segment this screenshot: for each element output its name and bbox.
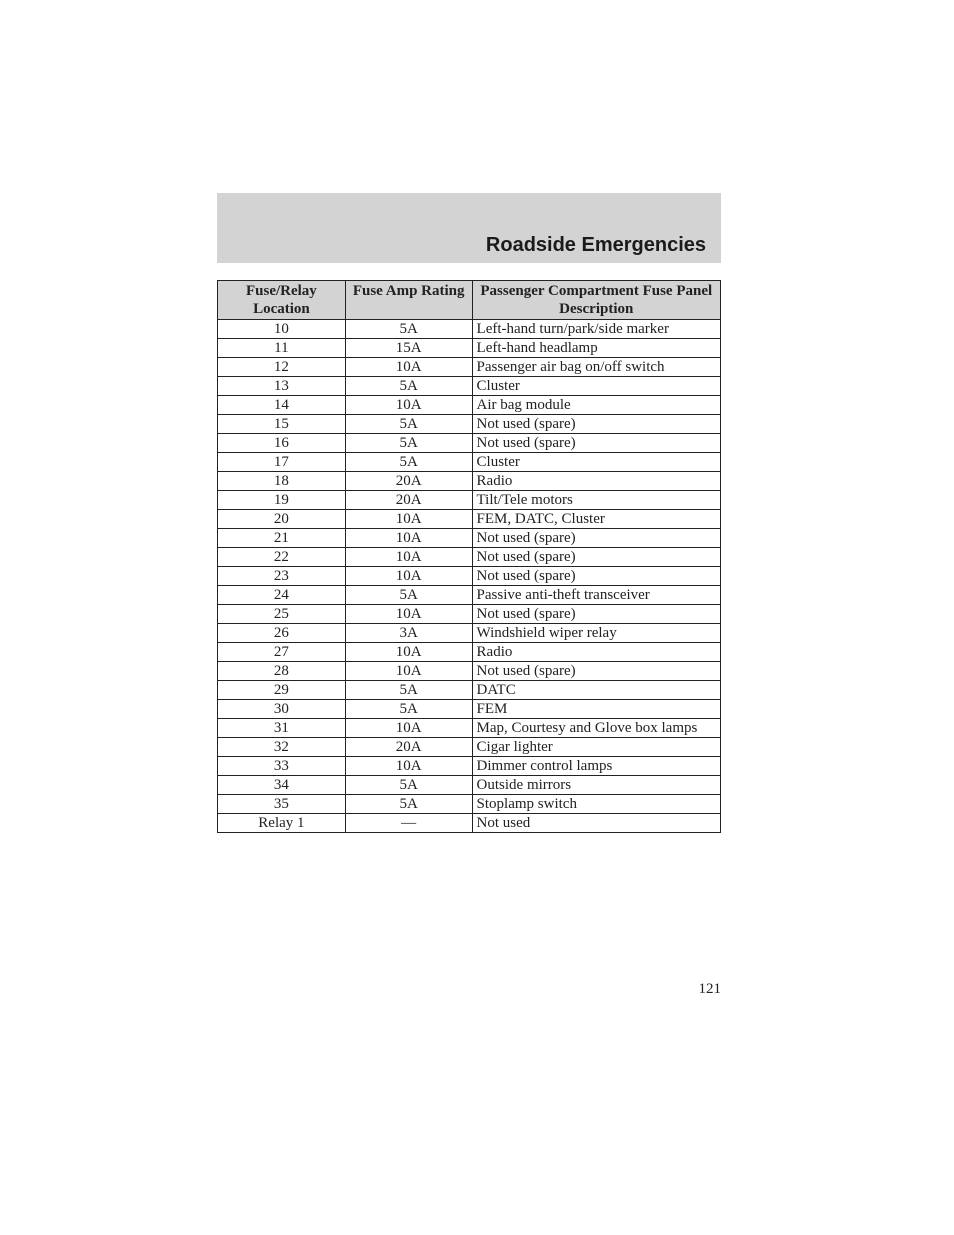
fuse-location-cell: 15 xyxy=(218,415,346,434)
fuse-description-cell: Map, Courtesy and Glove box lamps xyxy=(472,719,720,738)
fuse-description-cell: FEM, DATC, Cluster xyxy=(472,510,720,529)
fuse-location-cell: Relay 1 xyxy=(218,814,346,833)
fuse-description-cell: Windshield wiper relay xyxy=(472,624,720,643)
fuse-location-cell: 33 xyxy=(218,757,346,776)
fuse-location-cell: 34 xyxy=(218,776,346,795)
fuse-table xyxy=(217,280,721,833)
column-header-amp-rating: Fuse Amp Rating xyxy=(345,281,472,320)
fuse-location-cell: 28 xyxy=(218,662,346,681)
fuse-description-cell: Not used (spare) xyxy=(472,529,720,548)
fuse-description-cell: Left-hand turn/park/side marker xyxy=(472,320,720,339)
fuse-description-cell: Passenger air bag on/off switch xyxy=(472,358,720,377)
fuse-amp-cell: 10A xyxy=(345,662,472,681)
table-row xyxy=(218,320,721,339)
table-row xyxy=(218,662,721,681)
fuse-description-cell: Air bag module xyxy=(472,396,720,415)
fuse-amp-cell: 5A xyxy=(345,586,472,605)
fuse-location-cell: 26 xyxy=(218,624,346,643)
fuse-amp-cell: 5A xyxy=(345,377,472,396)
fuse-description-cell: Passive anti-theft transceiver xyxy=(472,586,720,605)
fuse-location-cell: 24 xyxy=(218,586,346,605)
fuse-location-cell: 27 xyxy=(218,643,346,662)
fuse-location-cell: 14 xyxy=(218,396,346,415)
fuse-location-cell: 16 xyxy=(218,434,346,453)
fuse-amp-cell: 10A xyxy=(345,529,472,548)
fuse-amp-cell: 5A xyxy=(345,795,472,814)
fuse-amp-cell: 20A xyxy=(345,491,472,510)
fuse-location-cell: 35 xyxy=(218,795,346,814)
fuse-location-cell: 31 xyxy=(218,719,346,738)
fuse-description-cell: Stoplamp switch xyxy=(472,795,720,814)
table-row xyxy=(218,510,721,529)
fuse-amp-cell: 3A xyxy=(345,624,472,643)
table-row xyxy=(218,567,721,586)
table-row xyxy=(218,548,721,567)
fuse-location-cell: 21 xyxy=(218,529,346,548)
table-row xyxy=(218,643,721,662)
table-row xyxy=(218,719,721,738)
fuse-description-cell: Left-hand headlamp xyxy=(472,339,720,358)
table-body xyxy=(218,320,721,833)
fuse-location-cell: 30 xyxy=(218,700,346,719)
fuse-location-cell: 29 xyxy=(218,681,346,700)
fuse-amp-cell: 15A xyxy=(345,339,472,358)
table-row xyxy=(218,795,721,814)
fuse-description-cell: DATC xyxy=(472,681,720,700)
fuse-amp-cell: 10A xyxy=(345,643,472,662)
fuse-amp-cell: 10A xyxy=(345,358,472,377)
table-row xyxy=(218,339,721,358)
table-row xyxy=(218,396,721,415)
fuse-location-cell: 32 xyxy=(218,738,346,757)
fuse-amp-cell: 5A xyxy=(345,700,472,719)
table-row xyxy=(218,814,721,833)
fuse-amp-cell: 5A xyxy=(345,453,472,472)
table-row xyxy=(218,453,721,472)
fuse-description-cell: Not used (spare) xyxy=(472,548,720,567)
table-row xyxy=(218,605,721,624)
page-number: 121 xyxy=(698,981,721,997)
column-header-location: Fuse/Relay Location xyxy=(218,281,346,320)
fuse-location-cell: 12 xyxy=(218,358,346,377)
table-row xyxy=(218,358,721,377)
fuse-amp-cell: 10A xyxy=(345,396,472,415)
fuse-amp-cell: 5A xyxy=(345,434,472,453)
fuse-description-cell: Dimmer control lamps xyxy=(472,757,720,776)
fuse-amp-cell: 20A xyxy=(345,738,472,757)
fuse-location-cell: 19 xyxy=(218,491,346,510)
fuse-amp-cell: — xyxy=(345,814,472,833)
table-row xyxy=(218,738,721,757)
section-title: Roadside Emergencies xyxy=(485,234,706,256)
column-header-description: Passenger Compartment Fuse Panel Description xyxy=(472,281,720,320)
fuse-amp-cell: 5A xyxy=(345,320,472,339)
table-row xyxy=(218,624,721,643)
fuse-description-cell: Not used (spare) xyxy=(472,662,720,681)
fuse-amp-cell: 10A xyxy=(345,548,472,567)
table-row xyxy=(218,491,721,510)
fuse-amp-cell: 5A xyxy=(345,415,472,434)
table-row xyxy=(218,472,721,491)
fuse-description-cell: Not used (spare) xyxy=(472,567,720,586)
fuse-description-cell: Not used (spare) xyxy=(472,605,720,624)
table-row xyxy=(218,377,721,396)
table-row xyxy=(218,415,721,434)
fuse-description-cell: Not used (spare) xyxy=(472,415,720,434)
fuse-location-cell: 22 xyxy=(218,548,346,567)
fuse-amp-cell: 5A xyxy=(345,776,472,795)
fuse-description-cell: Radio xyxy=(472,643,720,662)
fuse-amp-cell: 5A xyxy=(345,681,472,700)
fuse-description-cell: Outside mirrors xyxy=(472,776,720,795)
section-header-band xyxy=(217,193,721,263)
table-row xyxy=(218,586,721,605)
fuse-description-cell: Radio xyxy=(472,472,720,491)
fuse-location-cell: 17 xyxy=(218,453,346,472)
fuse-location-cell: 13 xyxy=(218,377,346,396)
table-header-row xyxy=(218,281,721,320)
fuse-description-cell: Not used (spare) xyxy=(472,434,720,453)
table-row xyxy=(218,776,721,795)
fuse-location-cell: 25 xyxy=(218,605,346,624)
fuse-location-cell: 20 xyxy=(218,510,346,529)
fuse-amp-cell: 10A xyxy=(345,605,472,624)
fuse-description-cell: Cluster xyxy=(472,453,720,472)
fuse-amp-cell: 20A xyxy=(345,472,472,491)
fuse-amp-cell: 10A xyxy=(345,510,472,529)
fuse-location-cell: 10 xyxy=(218,320,346,339)
fuse-description-cell: FEM xyxy=(472,700,720,719)
table-row xyxy=(218,434,721,453)
fuse-amp-cell: 10A xyxy=(345,757,472,776)
fuse-location-cell: 11 xyxy=(218,339,346,358)
fuse-location-cell: 18 xyxy=(218,472,346,491)
fuse-description-cell: Tilt/Tele motors xyxy=(472,491,720,510)
table-row xyxy=(218,681,721,700)
table-row xyxy=(218,700,721,719)
fuse-description-cell: Cluster xyxy=(472,377,720,396)
fuse-description-cell: Cigar lighter xyxy=(472,738,720,757)
fuse-amp-cell: 10A xyxy=(345,719,472,738)
fuse-amp-cell: 10A xyxy=(345,567,472,586)
fuse-location-cell: 23 xyxy=(218,567,346,586)
fuse-description-cell: Not used xyxy=(472,814,720,833)
table-row xyxy=(218,529,721,548)
table-row xyxy=(218,757,721,776)
